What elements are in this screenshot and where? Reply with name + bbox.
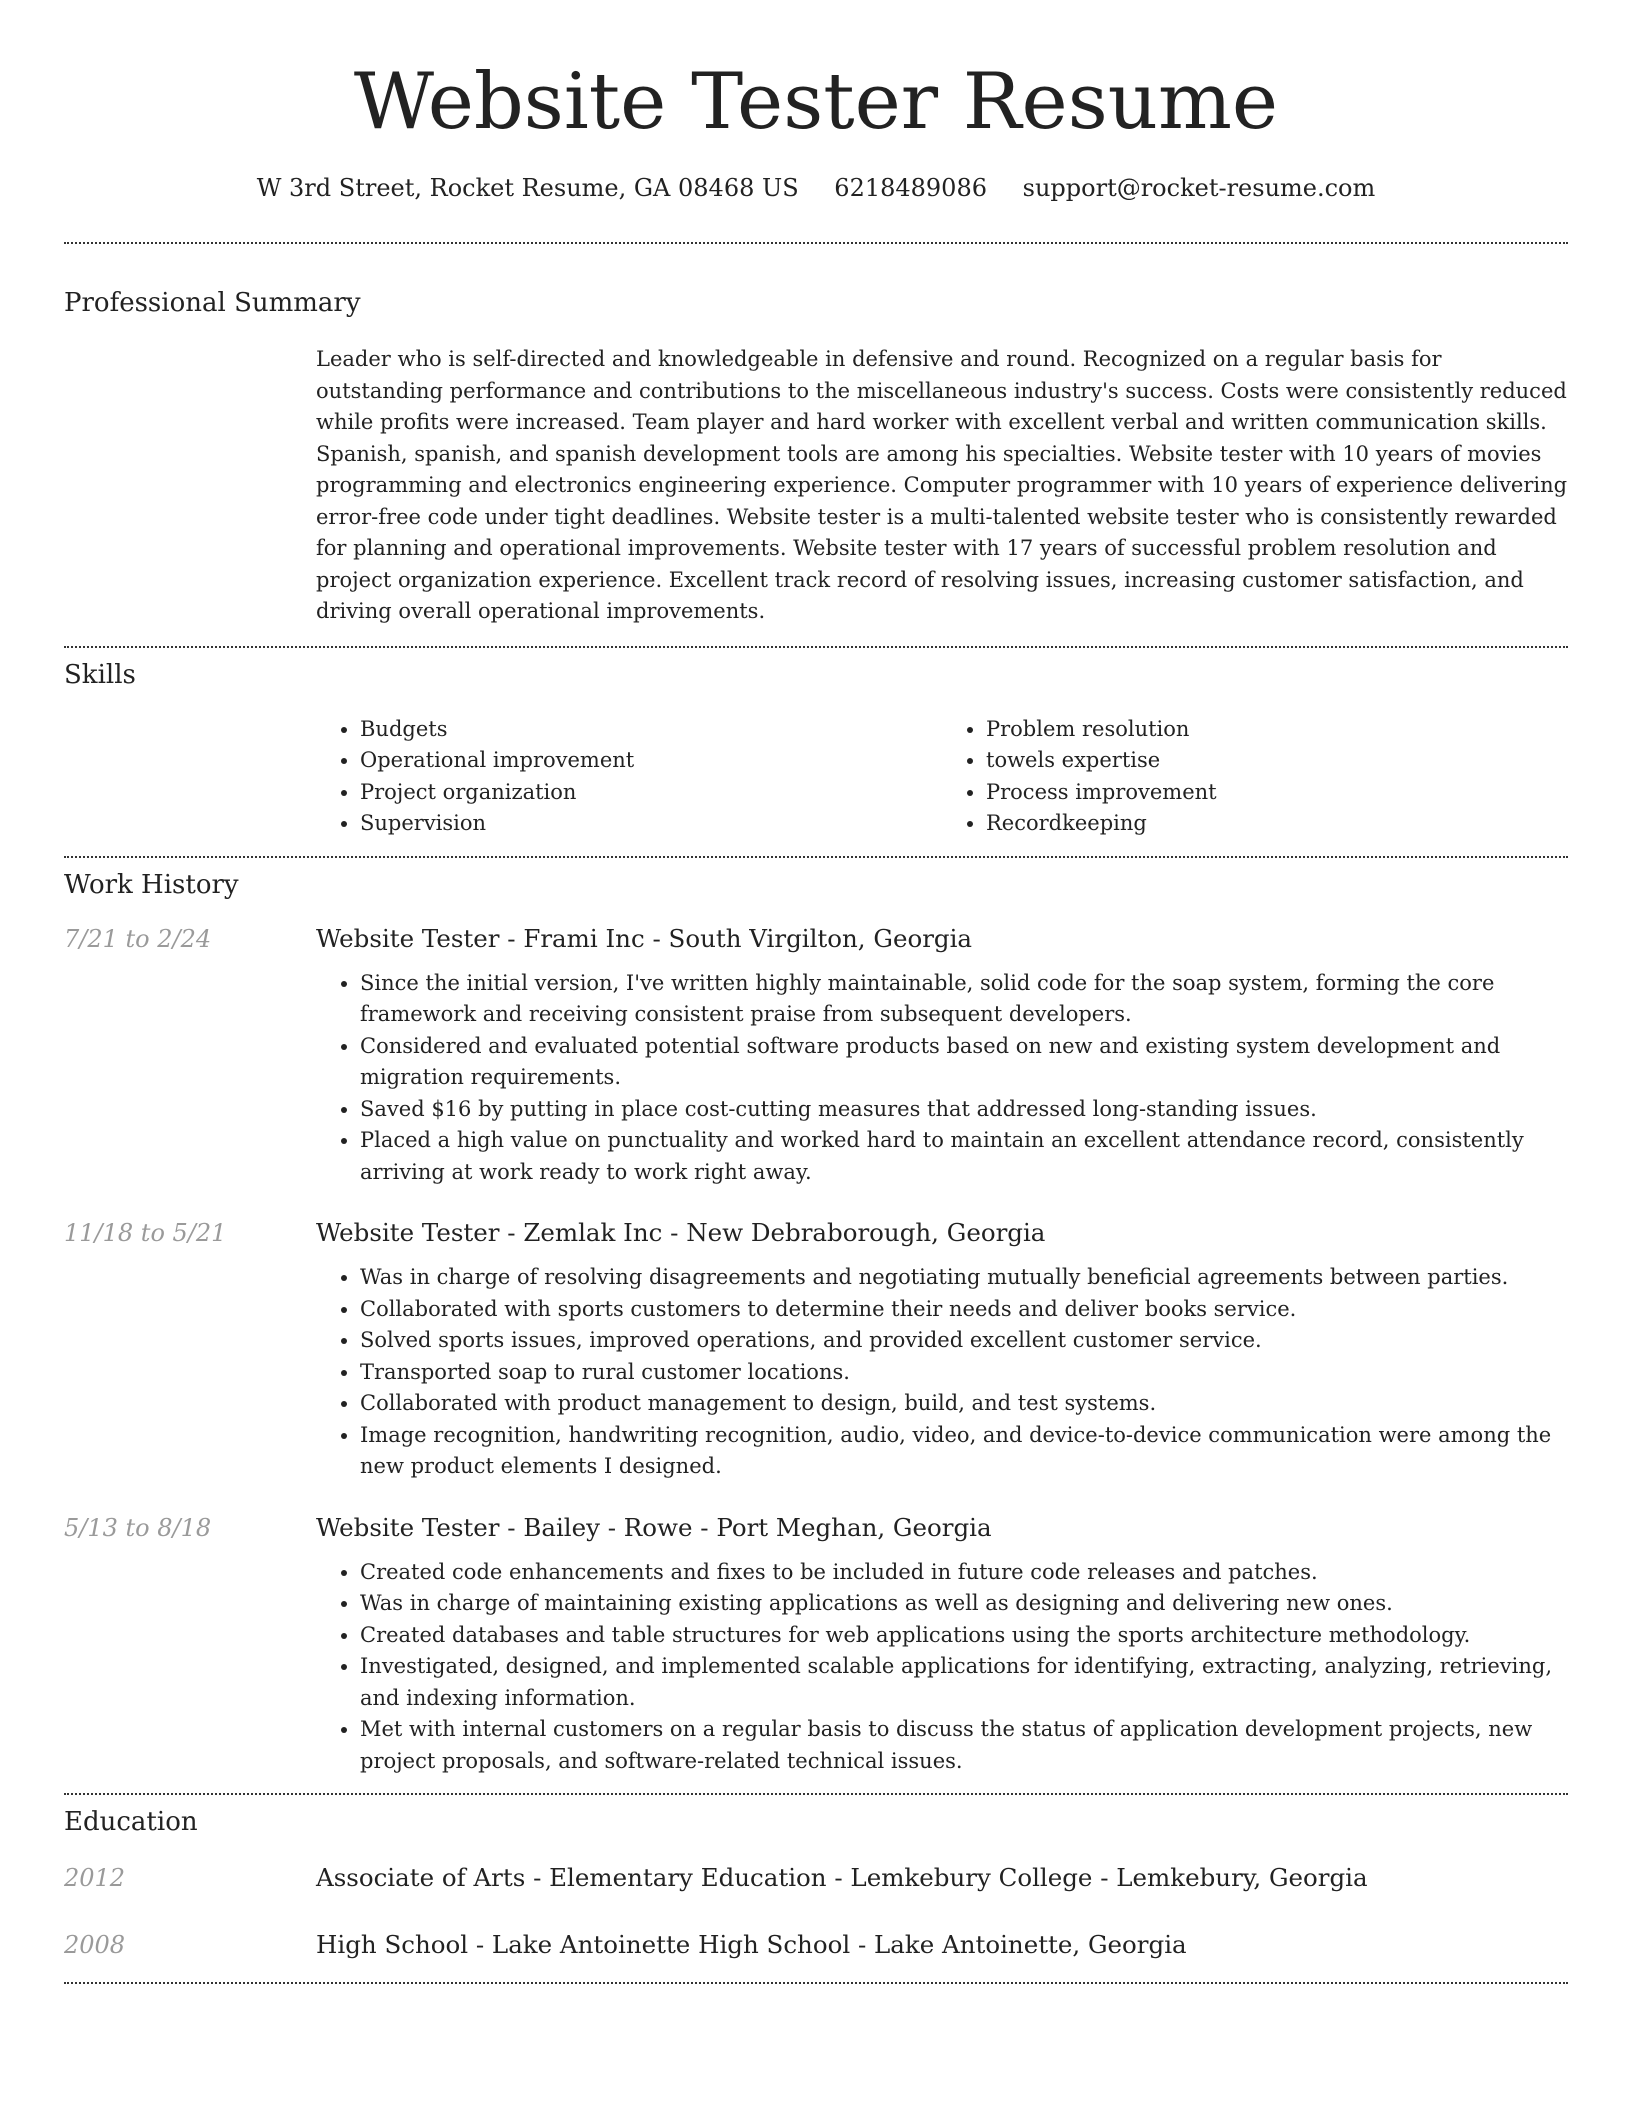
divider <box>64 242 1568 244</box>
job-bullet: • Created code enhancements and fixes to be included in future code releases and patches. <box>360 1557 1568 1589</box>
divider <box>64 1793 1568 1795</box>
contact-email: support@rocket-resume.com <box>1022 174 1376 202</box>
summary-heading: Professional Summary <box>64 288 361 318</box>
divider <box>64 856 1568 858</box>
job-body <box>316 1216 1568 1483</box>
job-bullet: • Collaborated with sports customers to determine their needs and deliver books service. <box>360 1294 1568 1326</box>
divider <box>64 1982 1568 1984</box>
job-bullets <box>316 968 1568 1189</box>
job-title: Website Tester - Frami Inc - South Virgilton, Georgia <box>316 923 973 953</box>
contact-phone: 6218489086 <box>834 174 987 202</box>
job-entry <box>64 1511 1568 1778</box>
job-bullet: • Since the initial version, I've written highly maintainable, solid code for the soap system, forming the core framework and receiving consistent praise from subsequent developers. <box>360 968 1568 1031</box>
contact-line <box>64 172 1568 204</box>
job-bullets <box>316 1262 1568 1483</box>
job-bullet: • Was in charge of resolving disagreements and negotiating mutually beneficial agreements between parties. <box>360 1262 1568 1294</box>
job-bullet: • Solved sports issues, improved operations, and provided excellent customer service. <box>360 1325 1568 1357</box>
job-bullet: • Transported soap to rural customer locations. <box>360 1357 1568 1389</box>
education-entry <box>64 1861 1568 1895</box>
skill-item: • towels expertise <box>986 745 1568 777</box>
job-dates: 11/18 to 5/21 <box>64 1219 227 1247</box>
job-bullet: • Was in charge of maintaining existing applications as well as designing and delivering new ones. <box>360 1588 1568 1620</box>
skill-item: • Operational improvement <box>360 745 942 777</box>
job-bullet: • Image recognition, handwriting recognition, audio, video, and device-to-device communication were among the new product elements I designed. <box>360 1420 1568 1483</box>
skill-item: • Supervision <box>360 808 942 840</box>
skill-item: • Recordkeeping <box>986 808 1568 840</box>
education-detail: Associate of Arts - Elementary Education - Lemkebury College - Lemkebury, Georgia <box>316 1863 1368 1892</box>
skill-item: • Process improvement <box>986 777 1568 809</box>
education-year: 2012 <box>64 1864 126 1892</box>
job-dates: 5/13 to 8/18 <box>64 1513 212 1542</box>
education-heading: Education <box>64 1807 198 1837</box>
job-bullet: • Collaborated with product management to design, build, and test systems. <box>360 1388 1568 1420</box>
work-heading: Work History <box>64 869 239 900</box>
job-dates: 7/21 to 2/24 <box>64 924 212 953</box>
job-bullet: • Created databases and table structures for web applications using the sports architecture methodology. <box>360 1620 1568 1652</box>
skills-column-right <box>942 714 1568 840</box>
job-body <box>316 922 1568 1189</box>
contact-address: W 3rd Street, Rocket Resume, GA 08468 US <box>256 174 799 202</box>
job-entry <box>64 1216 1568 1483</box>
skill-item: • Problem resolution <box>986 714 1568 746</box>
job-bullet: • Met with internal customers on a regular basis to discuss the status of application development projects, new project proposals, and software-related technical issues. <box>360 1714 1568 1777</box>
summary-text: Leader who is self-directed and knowledgeable in defensive and round. Recognized on a regular basis for outstanding performance and contributions to the miscellaneous industry's success. Costs were consistently reduced while profits were increased. Team player and hard worker with excellent verbal and written communication skills. Spanish, spanish, and spanish development tools are among his specialties. Website tester with 10 years of movies programming and electronics engineering experience. Computer programmer with 10 years of experience delivering error-free code under tight deadlines. Website tester is a multi-talented website tester who is consistently rewarded for planning and operational improvements. Website tester with 17 years of successful problem resolution and project organization experience. Excellent track record of resolving issues, increasing customer satisfaction, and driving overall operational improvements. <box>316 347 1568 623</box>
education-detail: High School - Lake Antoinette High School - Lake Antoinette, Georgia <box>316 1930 1187 1959</box>
job-title: Website Tester - Bailey - Rowe - Port Meghan, Georgia <box>316 1512 992 1542</box>
job-title: Website Tester - Zemlak Inc - New Debraborough, Georgia <box>316 1218 1046 1247</box>
job-bullets <box>316 1557 1568 1778</box>
job-entry <box>64 922 1568 1189</box>
education-entry <box>64 1928 1568 1962</box>
divider <box>64 646 1568 648</box>
job-body <box>316 1511 1568 1778</box>
education-year: 2008 <box>64 1931 126 1959</box>
job-bullet: • Placed a high value on punctuality and worked hard to maintain an excellent attendance record, consistently arriving at work ready to work right away. <box>360 1125 1568 1188</box>
skills-heading: Skills <box>64 659 136 690</box>
job-bullet: • Investigated, designed, and implemented scalable applications for identifying, extracting, analyzing, retrieving, and indexing information. <box>360 1651 1568 1714</box>
skills-list <box>316 714 1568 840</box>
skill-item: • Budgets <box>360 714 942 746</box>
job-bullet: • Considered and evaluated potential software products based on new and existing system development and migration requirements. <box>360 1031 1568 1094</box>
resume-title: Website Tester Resume <box>353 57 1279 147</box>
skills-column-left <box>316 714 942 840</box>
skill-item: • Project organization <box>360 777 942 809</box>
job-bullet: • Saved $16 by putting in place cost-cutting measures that addressed long-standing issues. <box>360 1094 1568 1126</box>
